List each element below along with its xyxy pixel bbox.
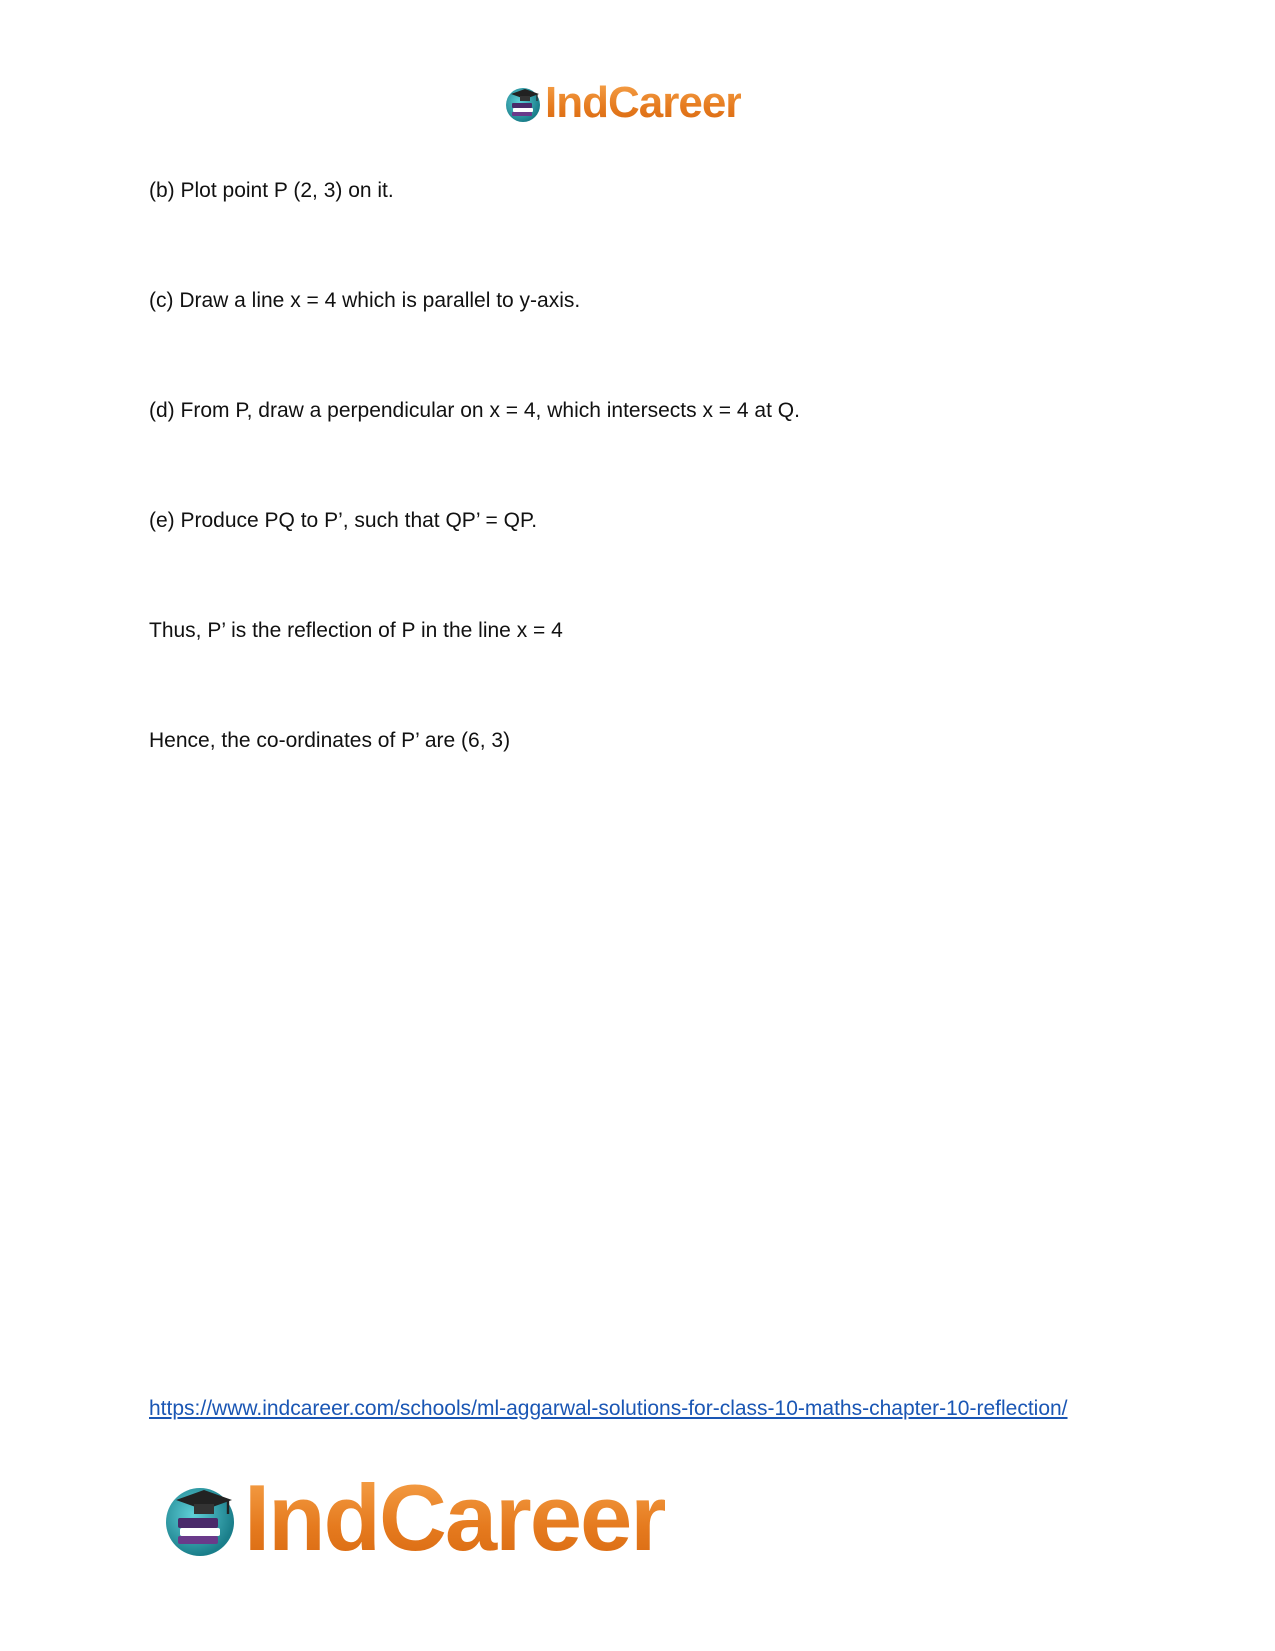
answer-text: Hence, the co-ordinates of P’ are (6, 3) [149, 729, 511, 752]
footer-logo [160, 1465, 665, 1570]
graduation-globe-icon [160, 1478, 240, 1558]
main-content [149, 176, 1129, 836]
step-d-text: (d) From P, draw a perpendicular on x = 4, which intersects x = 4 at Q. [149, 399, 800, 422]
logo-text: IndCareer [545, 78, 742, 127]
step-b-text: (b) Plot point P (2, 3) on it. [149, 179, 394, 202]
step-c-text: (c) Draw a line x = 4 which is parallel to y-axis. [149, 289, 581, 312]
logo-text: IndCareer [244, 1465, 665, 1570]
conclusion-text: Thus, P’ is the reflection of P in the line x = 4 [149, 619, 563, 642]
source-link[interactable]: https://www.indcareer.com/schools/ml-aggarwal-solutions-for-class-10-maths-chapter-10-reflection/ [149, 1397, 1068, 1420]
step-e-text: (e) Produce PQ to P’, such that QP’ = QP. [149, 509, 538, 532]
graduation-globe-icon [503, 83, 543, 123]
header-logo [503, 78, 741, 128]
